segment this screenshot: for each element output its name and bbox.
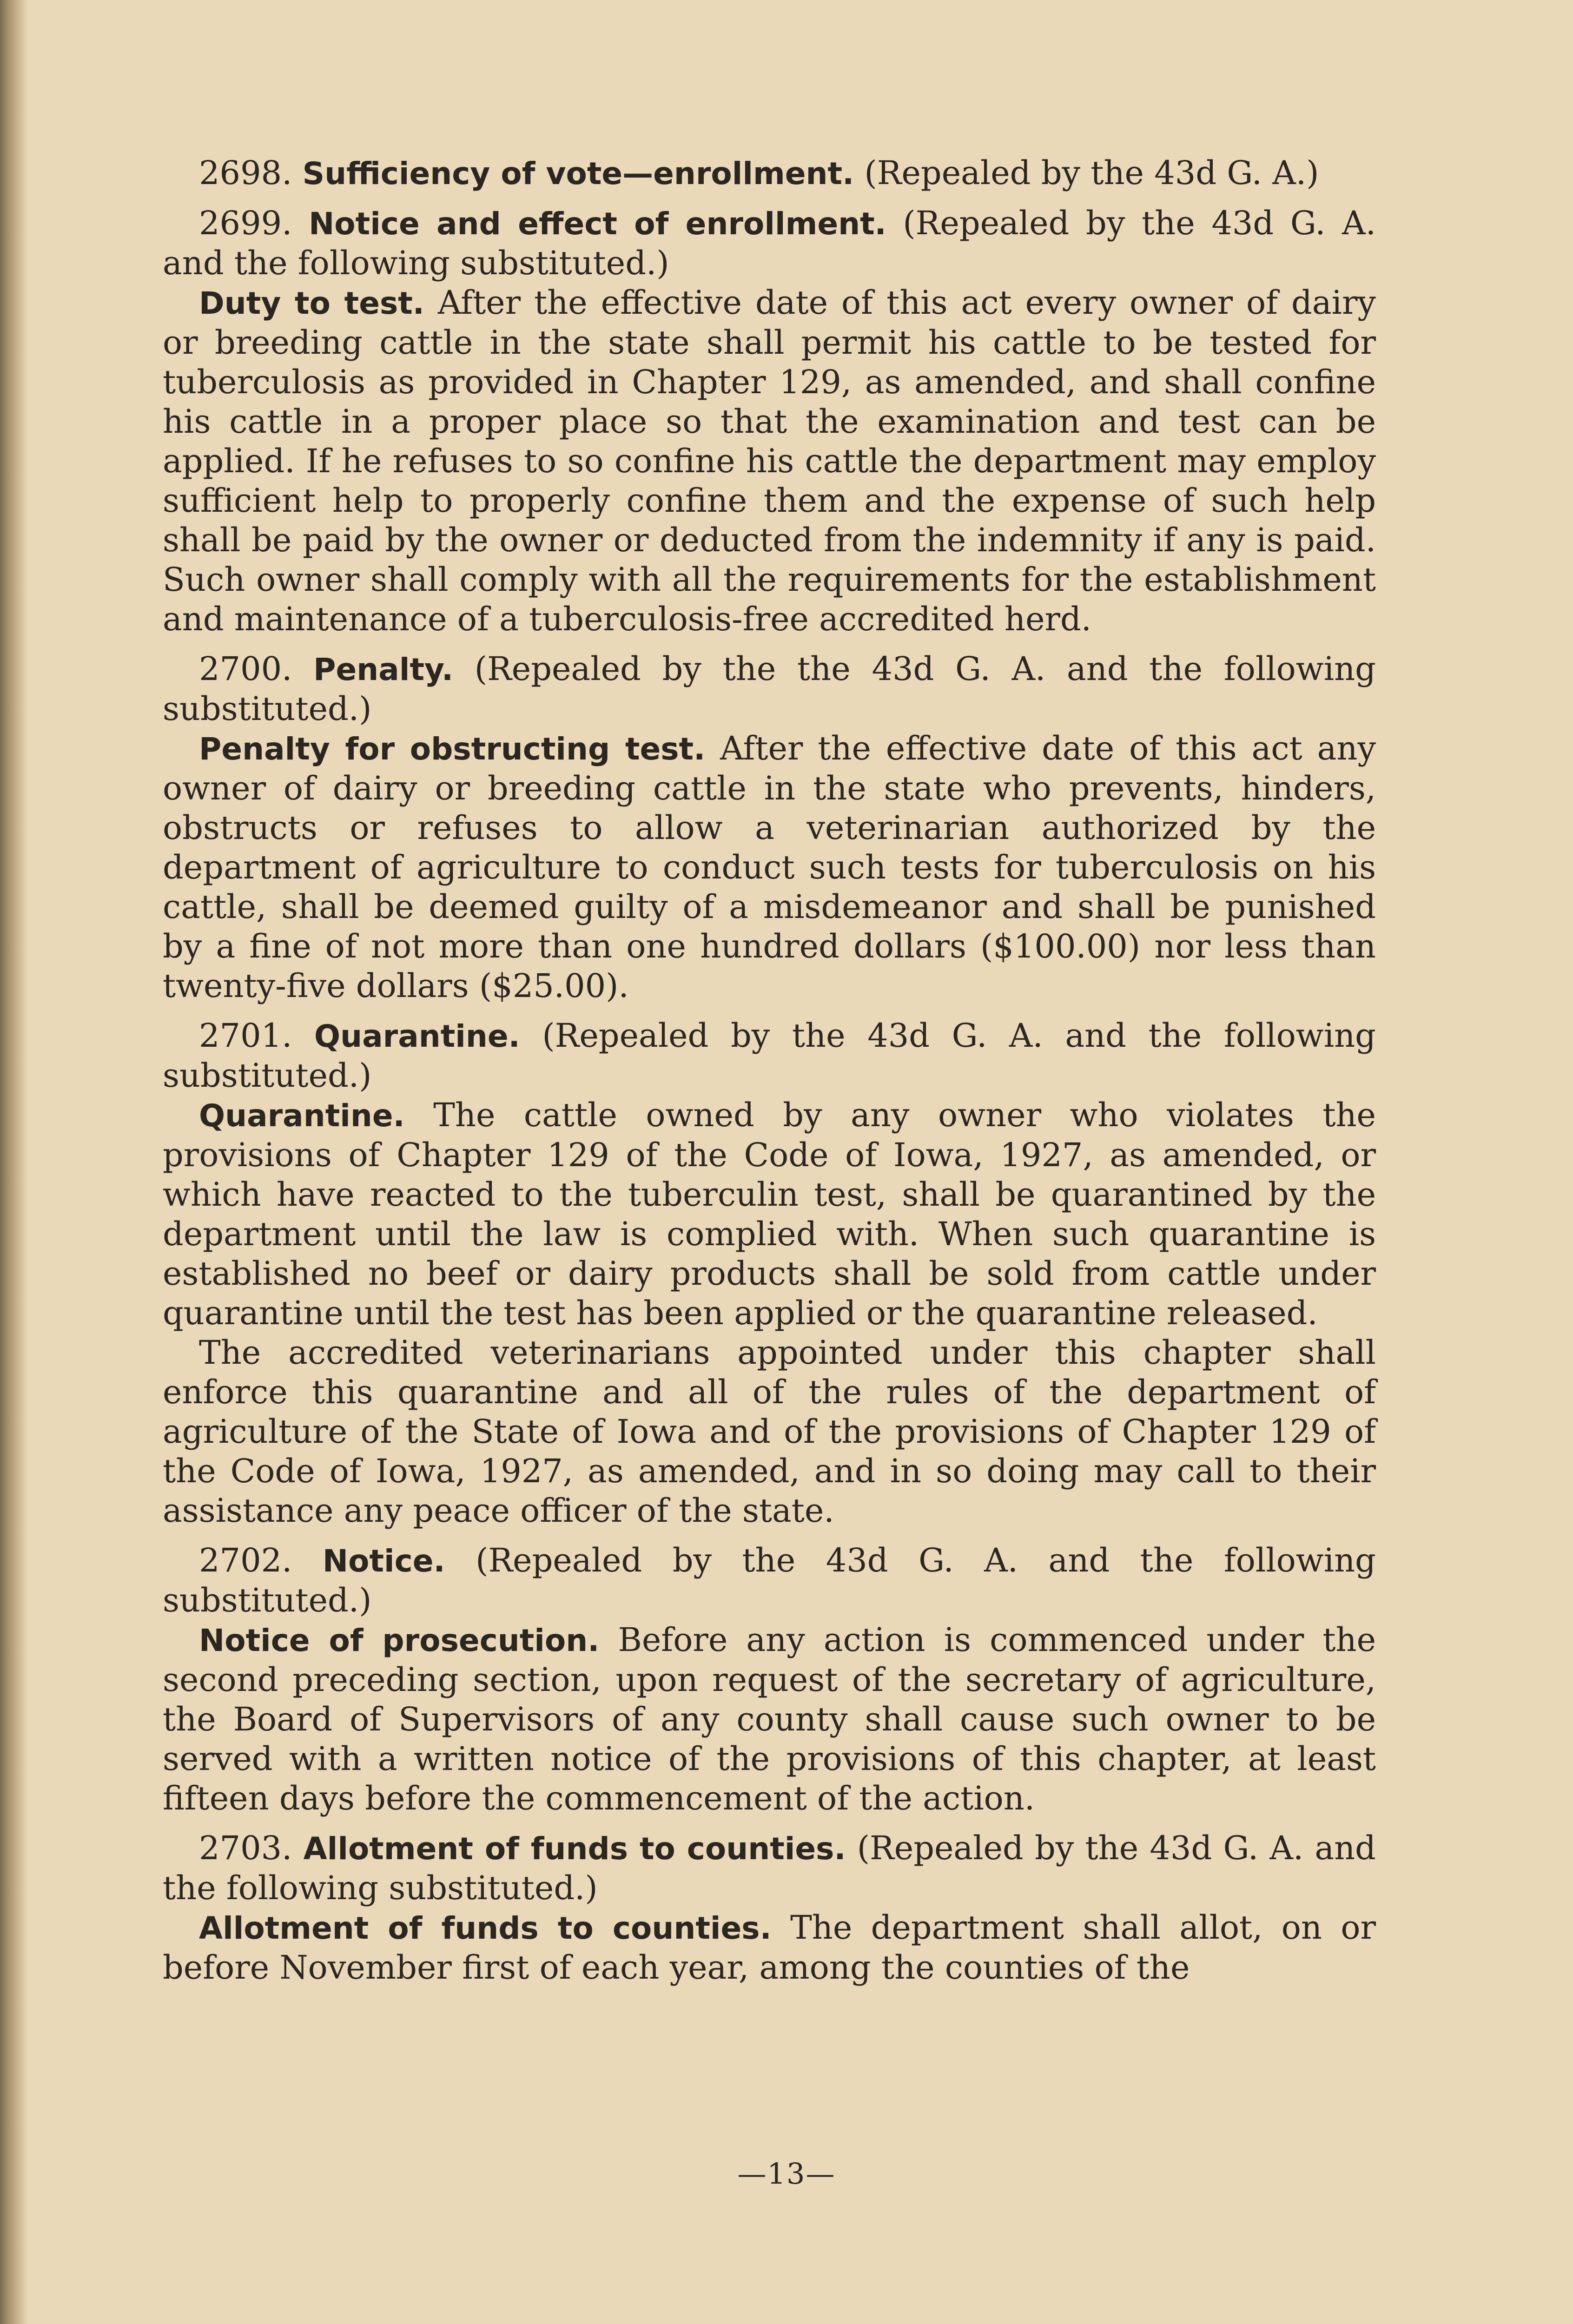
section-note: (Repealed by the 43d G. A.) [864, 154, 1319, 192]
section-line [163, 649, 1376, 729]
page-number: —13— [737, 2157, 836, 2191]
section-line [163, 153, 1376, 193]
substituted-paragraph [163, 729, 1376, 1006]
sub-text: After the effective date of this act any owner of dairy or breeding cattle in the state who prevents, hinders, obstructs or refuses to allow a veterinarian authorized by the department of agriculture to conduct such tests for tuberculosis on his cattle, shall be deemed guilty of a misdemeanor and shall be punished by a fine of not more than one hundred dollars ($100.00) nor less than twenty-five dollars ($25.00). [163, 729, 1376, 1005]
continuation-paragraph: The accredited veterinarians appointed under this chapter shall enforce this quarantine and all of the rules of the department of agriculture of the State of Iowa and of the provisions of Chapter 129 of the Code of Iowa, 1927, as amended, and in so doing may call to their assistance any peace officer of the state. [163, 1334, 1376, 1530]
section-note: (Repealed by the 43d G. A. and the following substituted.) [163, 1829, 1376, 1907]
section-number: 2698. [199, 154, 292, 192]
section-2698 [163, 153, 1376, 193]
section-number: 2699. [199, 204, 292, 242]
section-note: (Repealed by the 43d G. A. and the following substituted.) [163, 204, 1376, 282]
section-note: (Repealed by the 43d G. A. and the following substituted.) [163, 1541, 1376, 1619]
section-2700 [163, 649, 1376, 1006]
section-2699 [163, 204, 1376, 639]
section-note: (Repealed by the 43d G. A. and the following substituted.) [163, 1017, 1376, 1095]
sub-heading: Quarantine. [199, 1098, 405, 1134]
section-heading: Notice. [322, 1543, 445, 1579]
section-2702 [163, 1541, 1376, 1818]
section-line [163, 1829, 1376, 1908]
sub-heading: Duty to test. [199, 285, 424, 321]
substituted-paragraph [163, 1908, 1376, 1987]
book-spine-shadow [0, 0, 28, 2324]
sub-text: After the effective date of this act every owner of dairy or breeding cattle in the state shall permit his cattle to be tested for tuberculosis as provided in Chapter 129, as amended, and shall confine his cattle in a proper place so that the examination and test can be applied. If he refuses to so confine his cattle the department may employ sufficient help to properly confine them and the expense of such help shall be paid by the owner or deducted from the indemnity if any is paid. Such owner shall comply with all the requirements for the establishment and maintenance of a tuberculosis-free accredited herd. [163, 284, 1376, 638]
section-number: 2703. [199, 1829, 292, 1867]
sub-heading: Notice of prosecution. [199, 1623, 600, 1658]
sub-heading: Penalty for obstructing test. [199, 731, 706, 767]
substituted-paragraph [163, 1096, 1376, 1333]
sub-text: Before any action is commenced under the second preceding section, upon request of the secretary of agriculture, the Board of Supervisors of any county shall cause such owner to be served with a written notice of the provisions of this chapter, at least fifteen days before the commencement of the action. [163, 1621, 1376, 1817]
section-heading: Allotment of funds to counties. [303, 1831, 846, 1867]
section-note: (Repealed by the the 43d G. A. and the following substituted.) [163, 650, 1376, 728]
section-heading: Penalty. [313, 652, 454, 687]
section-number: 2702. [199, 1541, 292, 1579]
section-2703 [163, 1829, 1376, 1987]
section-line [163, 204, 1376, 283]
section-2701 [163, 1016, 1376, 1531]
substituted-paragraph [163, 1620, 1376, 1818]
substituted-paragraph [163, 283, 1376, 639]
sub-heading: Allotment of funds to counties. [199, 1910, 772, 1946]
section-line [163, 1541, 1376, 1620]
sub-text: The department shall allot, on or before November first of each year, among the counties of the [163, 1908, 1376, 1987]
section-number: 2700. [199, 650, 292, 688]
section-line [163, 1016, 1376, 1096]
section-heading: Notice and effect of enrollment. [309, 206, 886, 242]
sub-text: The cattle owned by any owner who violates the provisions of Chapter 129 of the Code of Iowa, 1927, as amended, or which have reacted to the tuberculin test, shall be quarantined by the department until the law is complied with. When such quarantine is established no beef or dairy products shall be sold from cattle under quarantine until the test has been applied or the quarantine released. [163, 1096, 1376, 1332]
section-number: 2701. [199, 1017, 292, 1055]
section-heading: Quarantine. [314, 1018, 520, 1054]
page-body [163, 153, 1376, 1987]
section-heading: Sufficiency of vote—enrollment. [302, 156, 854, 191]
